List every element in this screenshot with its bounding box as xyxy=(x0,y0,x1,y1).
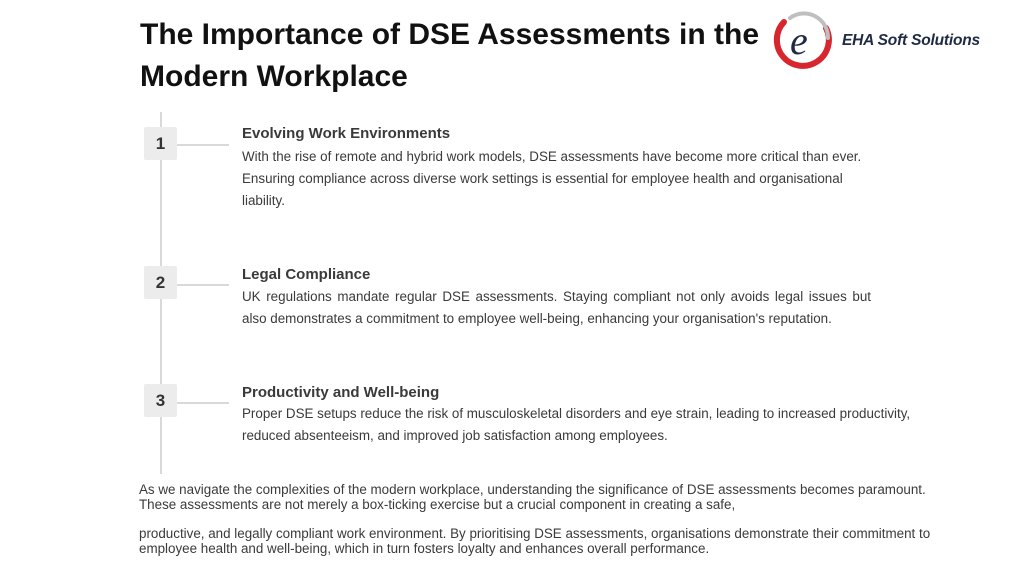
summary-paragraph-2: productive, and legally compliant work environment. By prioritising DSE assessments, organisations demonstrate their commitment to employee health and well-being, which in turn fosters loyalty and enhances overall performance. xyxy=(139,526,931,556)
step-2-connector xyxy=(177,284,229,286)
step-2-heading: Legal Compliance xyxy=(242,266,371,283)
company-logo xyxy=(772,8,1017,72)
step-3-body: Proper DSE setups reduce the risk of musculoskeletal disorders and eye strain, leading to increased productivity, reduced absenteeism, and improved job satisfaction among employees. xyxy=(242,406,911,443)
step-1-connector xyxy=(177,144,229,146)
step-3-connector xyxy=(177,402,229,404)
page-title: The Importance of DSE Assessments in the Modern Workplace xyxy=(140,18,760,93)
step-1-heading: Evolving Work Environments xyxy=(242,125,451,142)
step-3-number: 3 xyxy=(144,384,177,417)
logo-mark-letter: e xyxy=(790,18,808,63)
step-1-body: With the rise of remote and hybrid work models, DSE assessments have become more critical than ever. Ensuring compliance across diverse work settings is essential for employee health and organisational liability. xyxy=(242,149,862,208)
step-2-body: UK regulations mandate regular DSE assessments. Staying compliant not only avoids legal issues but also demonstrates a commitment to employee well-being, enhancing your organisation's reputation. xyxy=(242,289,871,326)
logo-company-name: EHA Soft Solutions xyxy=(842,32,980,49)
summary-paragraph-1: As we navigate the complexities of the modern workplace, understanding the significance of DSE assessments becomes paramount. These assessments are not merely a box-ticking exercise but a crucial component in creating a safe, xyxy=(139,482,926,512)
step-2-number: 2 xyxy=(144,266,177,299)
step-3-heading: Productivity and Well-being xyxy=(242,384,440,401)
step-1-number: 1 xyxy=(144,127,177,160)
logo-mark-icon xyxy=(772,8,836,72)
